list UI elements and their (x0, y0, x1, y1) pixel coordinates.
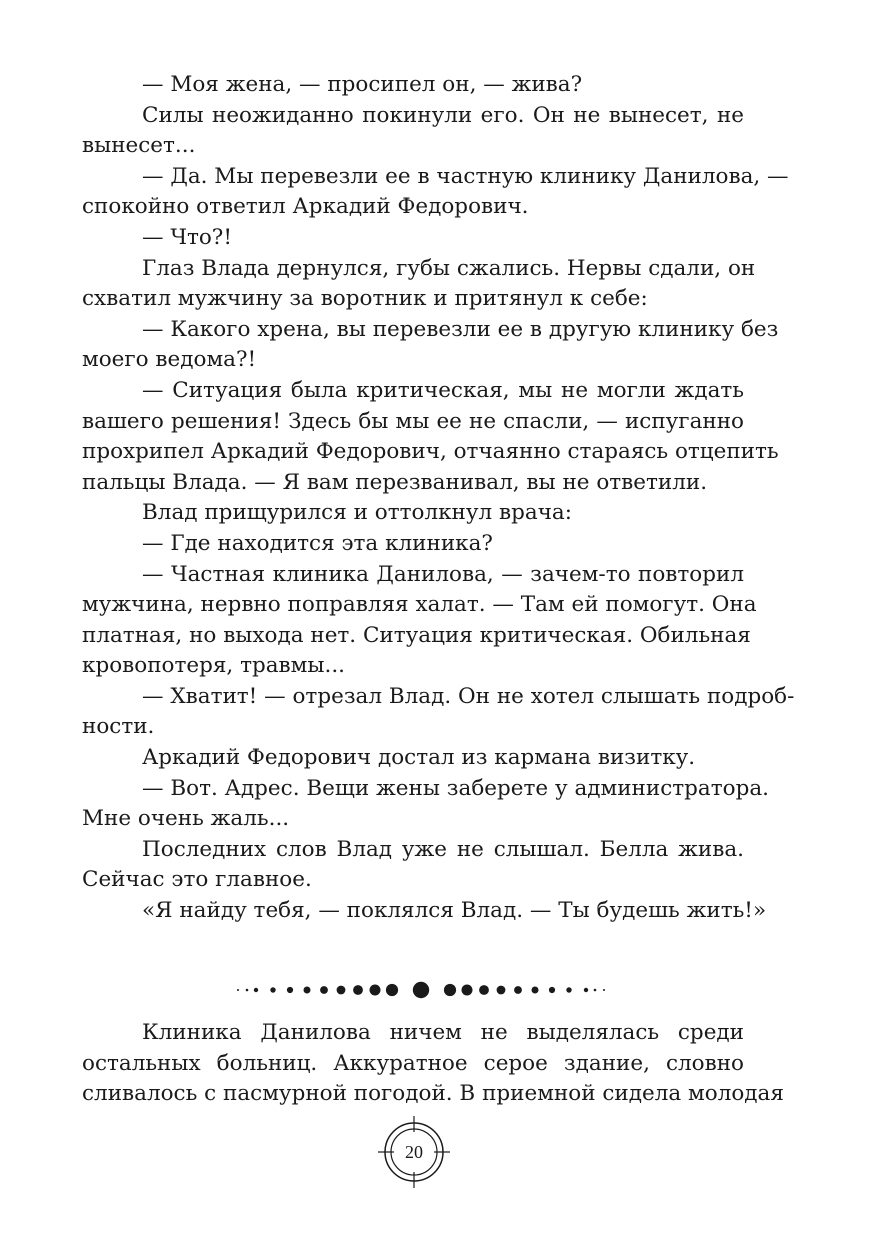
text-line: вашего решения! Здесь бы мы ее не спасли, — испуганно (82, 408, 744, 434)
text-line: остальных больниц. Аккуратное серое здание, словно (82, 1050, 744, 1076)
text-line: платная, но выхода нет. Ситуация критическая. Обильная (82, 622, 751, 648)
text-line: вынесет... (82, 133, 196, 159)
text-line: Аркадий Федорович достал из кармана визитку. (142, 745, 696, 771)
separator-dot (594, 989, 597, 992)
separator-dot (320, 986, 328, 994)
paragraph (82, 774, 769, 835)
separator-dot (462, 985, 473, 996)
paragraph (82, 70, 744, 101)
text-line: схватил мужчину за воротник и притянул к себе: (82, 286, 648, 312)
paragraph (82, 376, 779, 498)
text-line: — Ситуация была критическая, мы не могли ждать (142, 377, 744, 403)
separator-dot (254, 988, 258, 992)
separator-dot (584, 988, 588, 992)
page-number: 20 (405, 1142, 423, 1162)
paragraph (82, 529, 744, 560)
text-line: — Моя жена, — просипел он, — жива? (142, 72, 583, 97)
separator-dot (444, 984, 456, 996)
separator-dot (532, 987, 539, 994)
text-line: ности. (82, 714, 155, 740)
separator-dot (370, 985, 381, 996)
paragraph (82, 896, 767, 927)
separator-dot (566, 987, 571, 992)
separator-dot (304, 987, 311, 994)
paragraph (82, 1018, 784, 1110)
paragraph (82, 315, 779, 376)
text-line: кровопотеря, травмы... (82, 653, 345, 679)
paragraph (82, 101, 744, 162)
text-line: — Какого хрена, вы перевезли ее в другую клинику без (142, 316, 779, 342)
text-line: Клиника Данилова ничем не выделялась среди (142, 1020, 744, 1045)
text-line: Силы неожиданно покинули его. Он не вынесет, не (142, 102, 744, 128)
text-line: прохрипел Аркадий Федорович, отчаянно стараясь отцепить (82, 439, 779, 465)
paragraph (82, 835, 744, 896)
separator-dot (337, 986, 346, 995)
separator-dot (353, 985, 363, 995)
paragraph (82, 682, 795, 743)
text-line: — Вот. Адрес. Вещи жены заберете у администратора. (142, 775, 769, 801)
text-line: — Где находится эта клиника? (142, 530, 493, 556)
section-separator-dots (228, 978, 614, 1002)
separator-dot (237, 989, 239, 991)
text-line: — Что?! (142, 224, 232, 250)
separator-dot (287, 987, 293, 993)
text-line: пальцы Влада. — Я вам перезванивал, вы не ответили. (82, 469, 708, 495)
text-line: Последних слов Влад уже не слышал. Белла жива. (142, 836, 744, 862)
separator-dot (603, 989, 605, 991)
separator-dot (497, 986, 506, 995)
text-line: «Я найду тебя, — поклялся Влад. — Ты будешь жить!» (142, 898, 767, 924)
text-line: Влад прищурился и оттолкнул врача: (142, 500, 572, 526)
page-number-emblem (374, 1112, 454, 1192)
separator-dot (549, 987, 555, 993)
separator-dot (479, 985, 489, 995)
separator-dot (386, 984, 398, 996)
paragraph (82, 162, 789, 223)
separator-dot (413, 982, 429, 998)
text-line: — Хватит! — отрезал Влад. Он не хотел слышать подроб- (142, 683, 795, 709)
section-text (82, 1018, 784, 1110)
separator-dot (270, 987, 275, 992)
text-line: Сейчас это главное. (82, 867, 312, 893)
paragraph (82, 560, 757, 682)
text-line: моего ведома?! (82, 347, 257, 373)
text-line: — Частная клиника Данилова, — зачем-то повторил (142, 561, 744, 587)
text-line: сливалось с пасмурной погодой. В приемной сидела молодая (82, 1081, 784, 1107)
text-line: Мне очень жаль... (82, 806, 290, 832)
separator-dot (514, 986, 522, 994)
paragraph (82, 498, 744, 529)
text-line: — Да. Мы перевезли ее в частную клинику Данилова, — (142, 163, 789, 189)
separator-dot (246, 989, 249, 992)
text-line: мужчина, нервно поправляя халат. — Там ей помогут. Она (82, 592, 757, 618)
text-line: Глаз Влада дернулся, губы сжались. Нервы сдали, он (142, 255, 756, 281)
paragraph (82, 223, 744, 254)
chapter-text (82, 70, 795, 927)
paragraph (82, 743, 744, 774)
paragraph (82, 254, 756, 315)
text-line: спокойно ответил Аркадий Федорович. (82, 194, 529, 220)
